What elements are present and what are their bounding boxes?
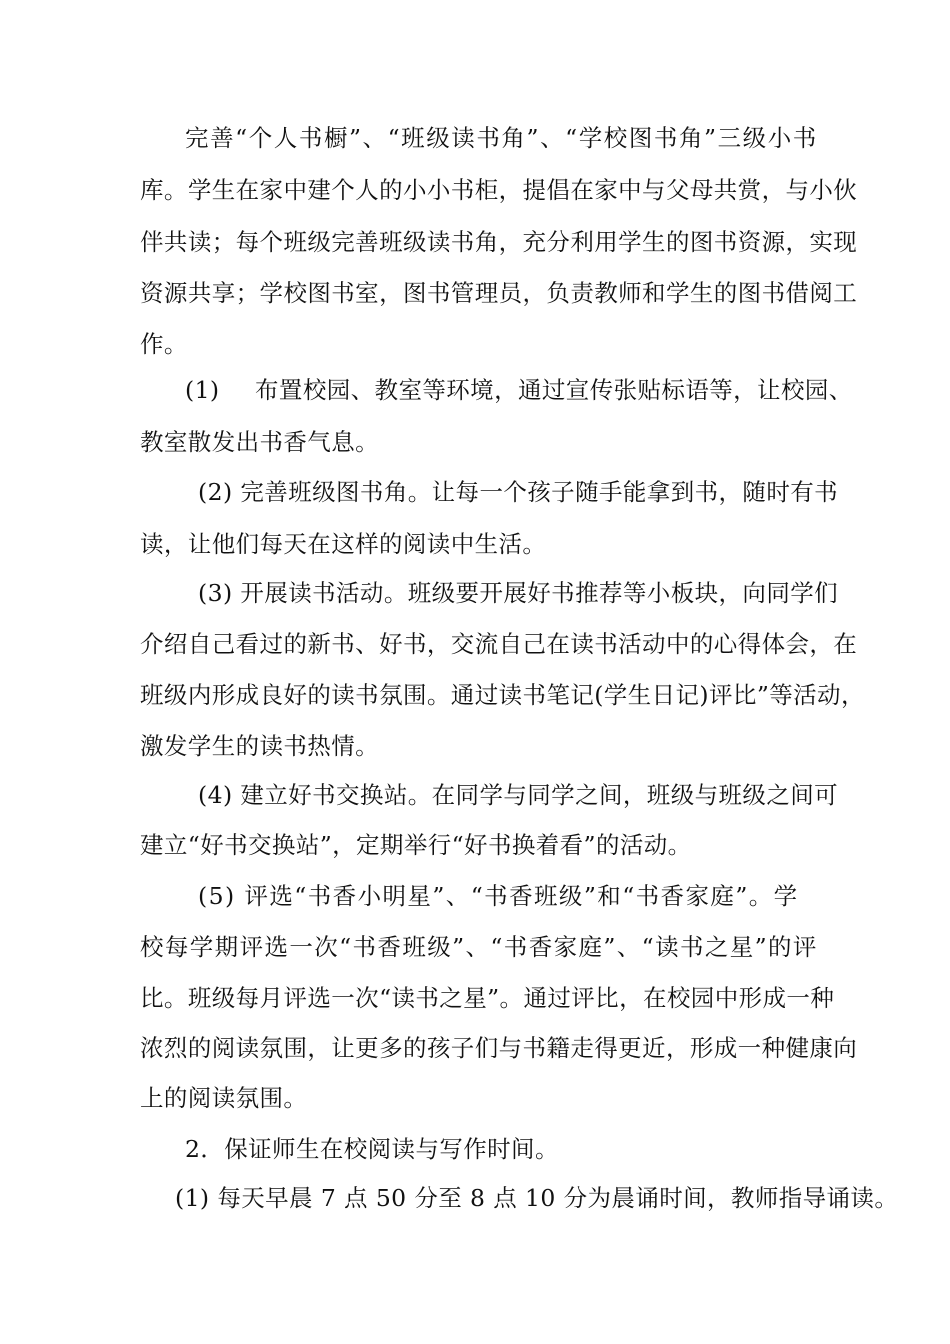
- paragraph-4-line-2: 介 绍 自 己 看 过 的 新 书 、 好 书 ， 交 流 自 己 在 读 书 活 动 中 的 心 得 体 会 ， 在: [140, 630, 858, 658]
- paragraph-1-line-5: 作。: [140, 330, 188, 358]
- paragraph-6-line-3: 比 。 班 级 每 月 评 选 一 次 “ 读 书 之 星 ” 。 通 过 评 比 ， 在 校 园 中 形 成 一 种: [140, 984, 835, 1012]
- paragraph-4-line-4: 激发学生的读书热情。: [140, 732, 379, 760]
- list-marker-1: (1): [185, 376, 220, 404]
- paragraph-3-line-2: 读，让他们每天在这样的阅读中生活。: [140, 530, 547, 558]
- paragraph-6-line-2: 校 每 学 期 评 选 一 次 “ 书 香 班 级 ” 、 “ 书 香 家 庭 ” 、 “ 读 书 之 星 ” 的 评: [140, 933, 817, 961]
- paragraph-1-line-1: 完 善 “ 个 人 书 橱 ” 、 “ 班 级 读 书 角 ” 、 “ 学 校 图 书 角 ” 三 级 小 书: [185, 124, 817, 152]
- section-2-item-1: (1) 每天早晨 7 点 50 分至 8 点 10 分为晨诵时间，教师指导诵读。: [175, 1184, 899, 1212]
- paragraph-1-line-2: 库 。 学 生 在 家 中 建 个 人 的 小 小 书 柜 ， 提 倡 在 家 中 与 父 母 共 赏 ， 与 小 伙: [140, 176, 858, 204]
- paragraph-6-line-4: 浓 烈 的 阅 读 氛 围 ， 让 更 多 的 孩 子 们 与 书 籍 走 得 更 近 ， 形 成 一 种 健 康 向: [140, 1034, 858, 1062]
- paragraph-4-line-3: 班 级 内 形 成 良 好 的 读 书 氛 围 。 通 过 读 书 笔 记 ( 学 生 日 记 ) 评 比 ” 等 活 动 ，: [140, 681, 865, 709]
- paragraph-1-line-3: 伴 共 读 ； 每 个 班 级 完 善 班 级 读 书 角 ， 充 分 利 用 学 生 的 图 书 资 源 ， 实 现: [140, 228, 858, 256]
- paragraph-4-line-1: ( 3 ) 开 展 读 书 活 动 。 班 级 要 开 展 好 书 推 荐 等 小 板 块 ， 向 同 学 们: [198, 579, 839, 607]
- section-2-heading: 2．保证师生在校阅读与写作时间。: [185, 1135, 559, 1163]
- paragraph-2-line-1: 布 置 校 园 、 教 室 等 环 境 ， 通 过 宣 传 张 贴 标 语 等 ， 让 校 园 、: [255, 376, 853, 404]
- paragraph-5-line-2: 建立“好书交换站”，定期举行“好书换着看”的活动。: [140, 831, 692, 859]
- paragraph-5-line-1: ( 4 ) 建 立 好 书 交 换 站 。 在 同 学 与 同 学 之 间 ， 班 级 与 班 级 之 间 可: [198, 781, 839, 809]
- paragraph-3-line-1: ( 2 ) 完 善 班 级 图 书 角 。 让 每 一 个 孩 子 随 手 能 拿 到 书 ， 随 时 有 书: [198, 478, 839, 506]
- paragraph-2-line-2: 教室散发出书香气息。: [140, 428, 379, 456]
- paragraph-1-line-4: 资 源 共 享 ； 学 校 图 书 室 ， 图 书 管 理 员 ， 负 责 教 师 和 学 生 的 图 书 借 阅 工: [140, 279, 858, 307]
- paragraph-6-line-1: ( 5 ) 评 选 “ 书 香 小 明 星 ” 、 “ 书 香 班 级 ” 和 “ 书 香 家 庭 ” 。 学: [198, 882, 798, 910]
- paragraph-6-line-5: 上的阅读氛围。: [140, 1084, 308, 1112]
